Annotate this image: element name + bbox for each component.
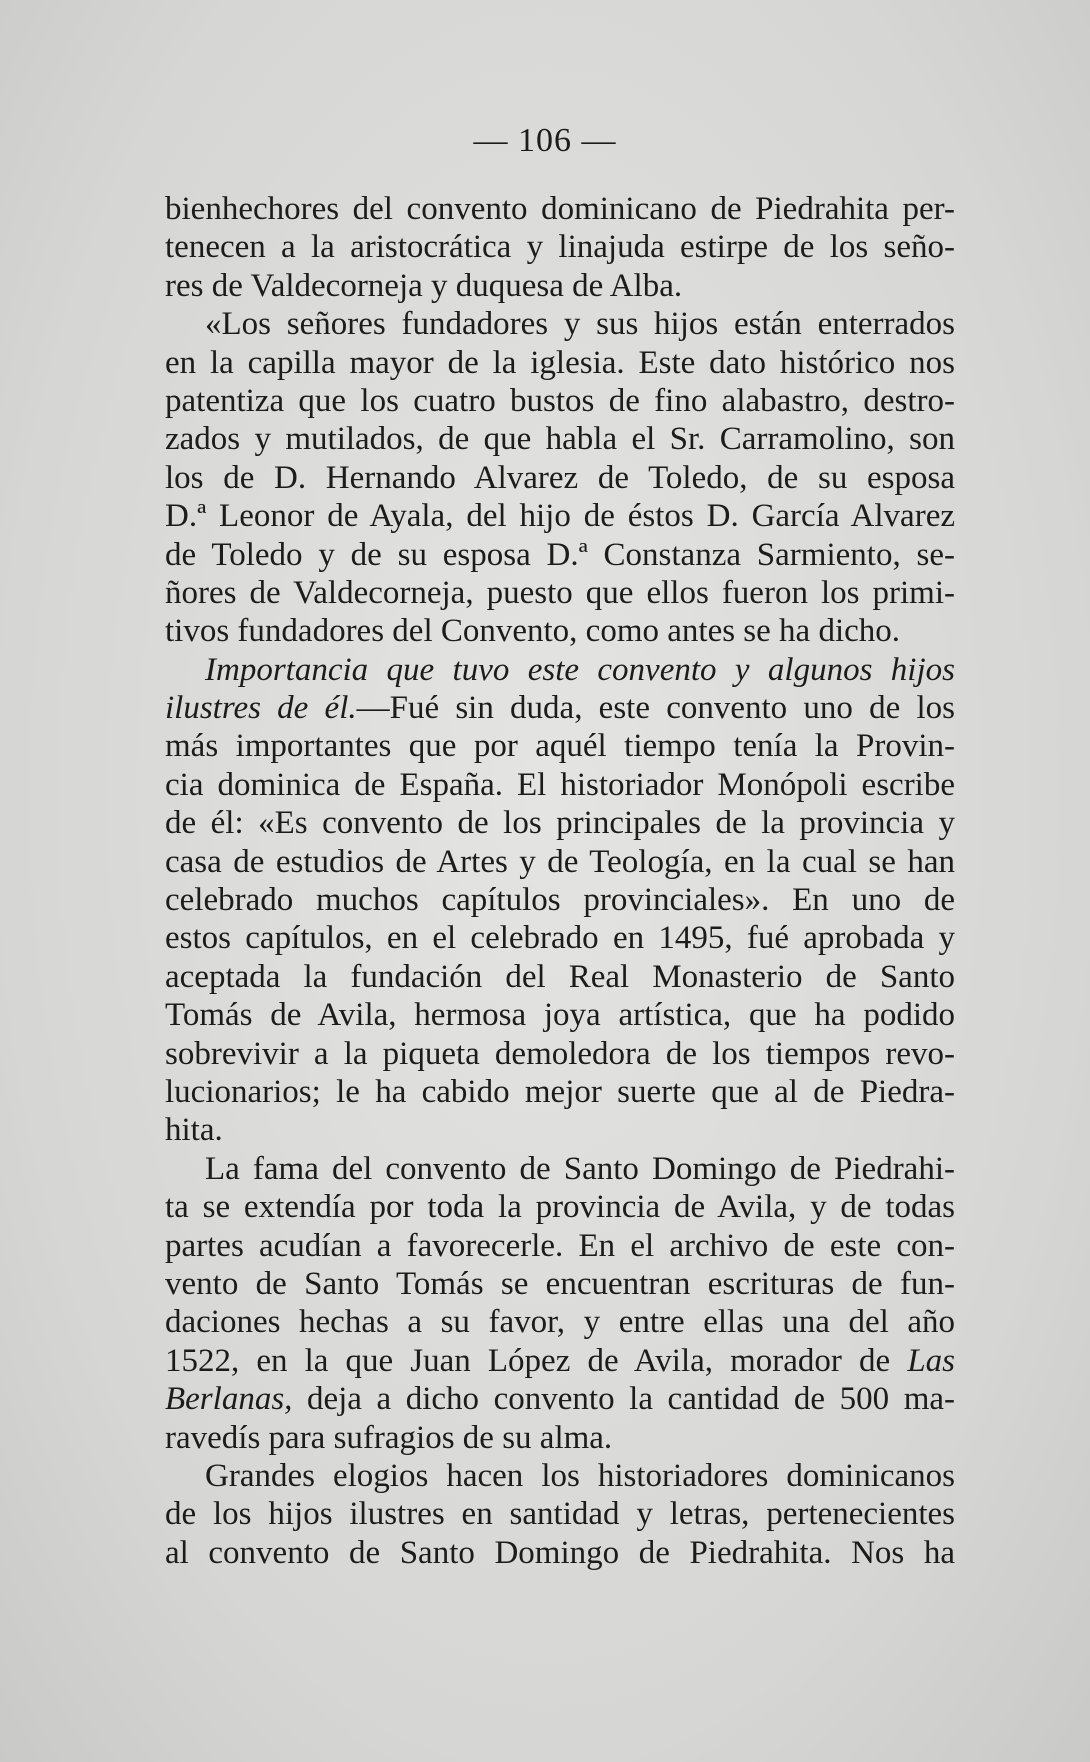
- section-heading-end: ilustres de él.: [165, 690, 357, 727]
- text-line: Grandes elogios hacen los historiadores dominicanos: [205, 1457, 955, 1494]
- text-line: res de Valdecorneja y duquesa de Alba.: [165, 267, 683, 304]
- text-line: Tomás de Avila, hermosa joya artística, que ha podido: [165, 997, 955, 1034]
- paragraph-5: [165, 1457, 955, 1572]
- paragraph-2: [165, 305, 955, 651]
- text-line: daciones hechas a su favor, y entre ellas una del año: [165, 1304, 955, 1341]
- paragraph-1: [165, 190, 955, 305]
- paragraph-4: [165, 1150, 955, 1457]
- text-line: «Los señores fundadores y sus hijos están enterrados: [205, 306, 955, 343]
- text-line: sobrevivir a la piqueta demoledora de los tiempos revo-: [165, 1035, 955, 1072]
- text-line: de los hijos ilustres en santidad y letras, pertenecientes: [165, 1496, 955, 1533]
- text-line: más importantes que por aquél tiempo tenía la Provin-: [165, 728, 955, 765]
- text-line: [165, 1380, 955, 1418]
- text-line: ravedís para sufragios de su alma.: [165, 1419, 613, 1456]
- text-line: patentiza que los cuatro bustos de fino alabastro, destro-: [165, 382, 955, 419]
- text-line: de él: «Es convento de los principales de la provincia y: [165, 805, 955, 842]
- body-text: [165, 190, 955, 1572]
- text-line: en la capilla mayor de la iglesia. Este dato histórico nos: [165, 344, 955, 381]
- text-fragment: deja a dicho convento la cantidad de 500 ma-: [292, 1381, 955, 1418]
- text-line: [165, 689, 955, 727]
- text-fragment: —Fué sin duda, este convento uno de los: [356, 690, 955, 727]
- text-line: zados y mutilados, de que habla el Sr. Carramolino, son: [165, 421, 955, 458]
- italic-place-name: Las: [907, 1342, 956, 1379]
- text-line: [165, 1342, 955, 1380]
- italic-place-name: Berlanas,: [165, 1381, 293, 1418]
- text-line: partes acudían a favorecerle. En el archivo de este con-: [165, 1227, 955, 1264]
- text-line: bienhechores del convento dominicano de Piedrahita per-: [165, 191, 955, 227]
- text-line: aceptada la fundación del Real Monasterio de Santo: [165, 958, 955, 995]
- text-line: tivos fundadores del Convento, como antes se ha dicho.: [165, 613, 901, 650]
- paragraph-3: [165, 651, 955, 1150]
- text-line: casa de estudios de Artes y de Teología, en la cual se han: [165, 843, 955, 880]
- text-line: de Toledo y de su esposa D.ª Constanza Sarmiento, se-: [165, 536, 955, 573]
- text-line: los de D. Hernando Alvarez de Toledo, de su esposa: [165, 459, 955, 496]
- text-line: cia dominica de España. El historiador Monópoli escribe: [165, 766, 955, 803]
- text-fragment: 1522, en la que Juan López de Avila, morador de: [165, 1342, 891, 1379]
- text-line: hita.: [165, 1112, 223, 1149]
- text-line: vento de Santo Tomás se encuentran escrituras de fun-: [165, 1265, 955, 1302]
- text-line: La fama del convento de Santo Domingo de Piedrahi-: [205, 1150, 955, 1187]
- section-heading: Importancia que tuvo este convento y algunos hijos: [205, 651, 955, 688]
- text-line: D.ª Leonor de Ayala, del hijo de éstos D. García Alvarez: [165, 498, 955, 535]
- text-line: ñores de Valdecorneja, puesto que ellos fueron los primi-: [165, 574, 955, 611]
- text-line: lucionarios; le ha cabido mejor suerte que al de Piedra-: [165, 1073, 955, 1110]
- text-line: ta se extendía por toda la provincia de Avila, y de todas: [165, 1189, 955, 1226]
- page-number: — 106 —: [473, 122, 617, 159]
- text-line: celebrado muchos capítulos provinciales». En uno de: [165, 882, 955, 919]
- text-line: tenecen a la aristocrática y linajuda estirpe de los seño-: [165, 229, 955, 266]
- text-line: estos capítulos, en el celebrado en 1495, fué aprobada y: [165, 920, 955, 957]
- text-line: al convento de Santo Domingo de Piedrahita. Nos ha: [165, 1534, 955, 1571]
